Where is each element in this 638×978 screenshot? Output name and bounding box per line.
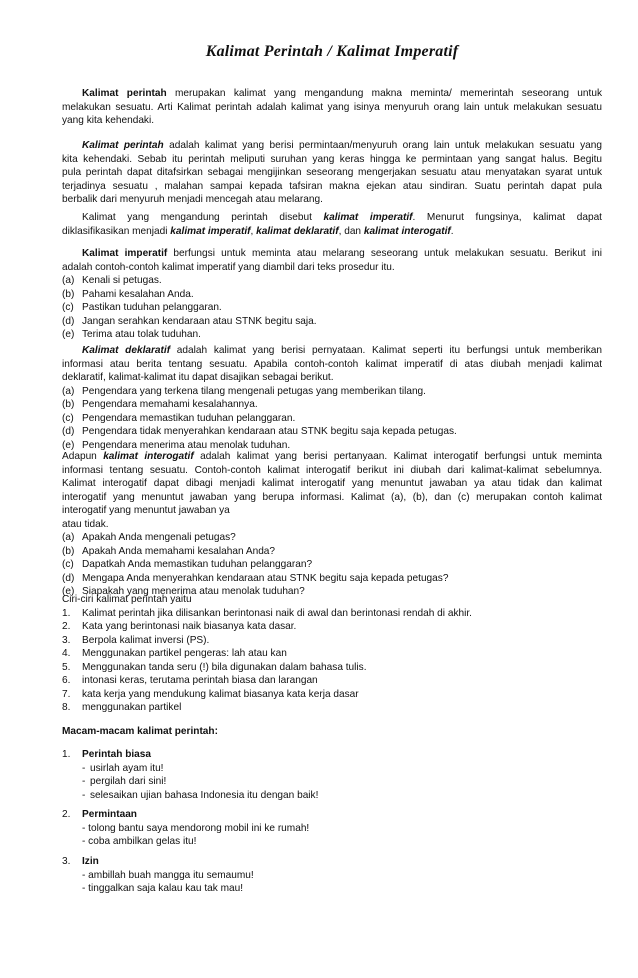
dash-marker: - — [82, 789, 86, 801]
term-kalimat-perintah: Kalimat perintah — [82, 140, 164, 151]
list-item: (c) Pengendara memastikan tuduhan pelanggaran. — [62, 412, 296, 424]
list-item: 1. Kalimat perintah jika dilisankan berintonasi naik di awal dan berintonasi rendah di akhir. — [62, 607, 472, 619]
list-item: 5. Menggunakan tanda seru (!) bila digunakan dalam bahasa tulis. — [62, 661, 367, 673]
list-item: (d) Pengendara tidak menyerahkan kendaraan atau STNK begitu saja kepada petugas. — [62, 426, 457, 437]
list-item: (a) Pengendara yang terkena tilang mengenali petugas yang memberikan tilang. — [62, 385, 426, 397]
list-item: - usirlah ayam itu! — [82, 762, 164, 774]
macam-group-3: 3. Izin - ambillah buah mangga itu semaumu! - tinggalkan saja kalau kau tak mau! — [62, 855, 602, 896]
dash-marker: - — [82, 762, 86, 774]
list-item: 7. kata kerja yang mendukung kalimat biasanya kata kerja dasar — [62, 688, 359, 700]
list-item: (d) Jangan serahkan kendaraan atau STNK begitu saja. — [62, 315, 317, 327]
list-item: 8. menggunakan partikel — [62, 702, 182, 713]
section-ciri — [62, 593, 602, 715]
list-item: (b) Pengendara memahami kesalahannya. — [62, 399, 258, 410]
list-item: (d) Mengapa Anda menyerahkan kendaraan atau STNK begitu saja kepada petugas? — [62, 572, 449, 584]
macam-group-1: 1. Perintah biasa - usirlah ayam itu! - pergilah dari sini! - selesaikan ujian bahasa Indonesia itu dengan baik! — [62, 748, 602, 802]
section-interogatif: Adapun kalimat interogatif adalah kalimat yang berisi pertanyaan. Kalimat interogatif berfungsi untuk meminta informasi tentang sesuatu. Contoh-contoh kalimat interogatif berikut ini diubah dari kalimat-kalimat sebelumnya. Kalimat interogatif dapat dibagi menjadi kalimat interogatif yang menuntut jawaban ya atau tidak dan kalimat interogatif yang menuntut jawaban yang berupa informasi. Kalimat (a), (b), dan (c) merupakan contoh kalimat interogatif yang menuntut jawaban ya atau tidak. (a) Apakah Anda mengenali petugas? (b) Apakah Anda memahami kesalahan Anda? (c) Dapatkah Anda memastikan tuduhan pelanggaran? (d) Mengapa Anda menyerahkan kendaraan atau STNK begitu saja kepada petugas? (e) Siapakah yang menerima atau menolak tuduhan? — [62, 451, 602, 597]
paragraph-classification: Kalimat yang mengandung perintah disebut kalimat imperatif. Menurut fungsinya, kalimat dapat diklasifikasikan menjadi kalimat imperatif, kalimat deklaratif, dan kalimat interogatif. — [62, 212, 602, 237]
list-item: (b) Pahami kesalahan Anda. — [62, 288, 194, 300]
list-item: (e) Siapakah yang menerima atau menolak tuduhan? — [62, 586, 305, 597]
paragraph-definition: Kalimat perintah merupakan kalimat yang mengandung makna meminta/ memerintah seseorang untuk melakukan sesuatu. Arti Kalimat perintah adalah kalimat yang isinya menyuruh orang lain untuk melakukan sesuatu yang kita kehendaki. — [62, 88, 602, 126]
list-item: (e) Terima atau tolak tuduhan. — [62, 329, 201, 340]
list-item: (a) Apakah Anda mengenali petugas? — [62, 532, 236, 543]
paragraph-meaning: Kalimat perintah adalah kalimat yang berisi permintaan/menyuruh orang lain untuk melakukan sesuatu yang kita kehendaki. Sebab itu perintah meliputi suruhan yang keras hingga ke permintaan yang sangat halus. Begitu pula perintah dapat ditafsirkan sebagai mengijinkan seseorang mengerjakan sesuatu atau menyatakan syarat untuk terjadinya sesuatu , malahan sampai kepada tafsiran makna ejekan atau sindiran. Suatu perintah dapat pula berbalik dari menyuruh menjadi mencegah atau melarang. — [62, 140, 602, 205]
macam-heading: Macam-macam kalimat perintah: — [62, 726, 218, 737]
ciri-heading: Ciri-ciri kalimat perintah yaitu — [62, 594, 192, 605]
section-deklaratif: Kalimat deklaratif adalah kalimat yang berisi pernyataan. Kalimat seperti itu berfungsi untuk memberikan informasi atau berita tentang sesuatu. Apabila contoh-contoh kalimat imperatif di atas diubah menjadi kalimat deklaratif, kalimat-kalimat itu dapat disajikan sebagai berikut. (a) Pengendara yang terkena tilang mengenali petugas yang memberikan tilang. (b) Pengendara memahami kesalahannya. (c) Pengendara memastikan tuduhan pelanggaran. (d) Pengendara tidak menyerahkan kendaraan atau STNK begitu saja kepada petugas. (e) Pengendara menerima atau menolak tuduhan. — [62, 345, 602, 451]
list-item: 6. intonasi keras, terutama perintah biasa dan larangan — [62, 675, 318, 686]
deklaratif-example-list — [62, 385, 602, 453]
term-kalimat-perintah: Kalimat perintah — [82, 88, 167, 99]
list-item: 4. Menggunakan partikel pengeras: lah atau kan — [62, 648, 287, 659]
list-item: - pergilah dari sini! — [82, 776, 167, 787]
macam-group-2: 2. Permintaan - tolong bantu saya mendorong mobil ini ke rumah! - coba ambilkan gelas itu! — [62, 808, 602, 849]
ciri-list — [62, 607, 602, 715]
list-item: - coba ambilkan gelas itu! — [82, 836, 197, 847]
list-item: 2. Kata yang berintonasi naik biasanya kata dasar. — [62, 621, 297, 632]
page-title: Kalimat Perintah / Kalimat Imperatif — [205, 43, 459, 60]
list-item: (a) Kenali si petugas. — [62, 275, 162, 286]
list-item: - tinggalkan saja kalau kau tak mau! — [82, 883, 244, 894]
list-item: - selesaikan ujian bahasa Indonesia itu dengan baik! — [82, 789, 319, 801]
section-imperatif: Kalimat imperatif berfungsi untuk meminta atau melarang seseorang untuk melakukan sesuatu. Berikut ini adalah contoh-contoh kalimat imperatif yang diambil dari teks prosedur itu. (a) Kenali si petugas. (b) Pahami kesalahan Anda. (c) Pastikan tuduhan pelanggaran. (d) Jangan serahkan kendaraan atau STNK begitu saja. (e) Terima atau tolak tuduhan. — [62, 248, 602, 340]
list-item: (c) Dapatkah Anda memastikan tuduhan pelanggaran? — [62, 559, 313, 570]
dash-marker: - — [82, 776, 86, 787]
list-item: (c) Pastikan tuduhan pelanggaran. — [62, 302, 222, 313]
imperatif-example-list — [62, 274, 602, 342]
list-item: - ambillah buah mangga itu semaumu! — [82, 869, 254, 881]
list-item: - tolong bantu saya mendorong mobil ini ke rumah! — [82, 822, 310, 834]
list-item: (e) Pengendara menerima atau menolak tuduhan. — [62, 439, 291, 451]
list-item: (b) Apakah Anda memahami kesalahan Anda? — [62, 545, 276, 557]
interogatif-example-list — [62, 531, 602, 599]
list-item: 3. Berpola kalimat inversi (PS). — [62, 634, 210, 646]
